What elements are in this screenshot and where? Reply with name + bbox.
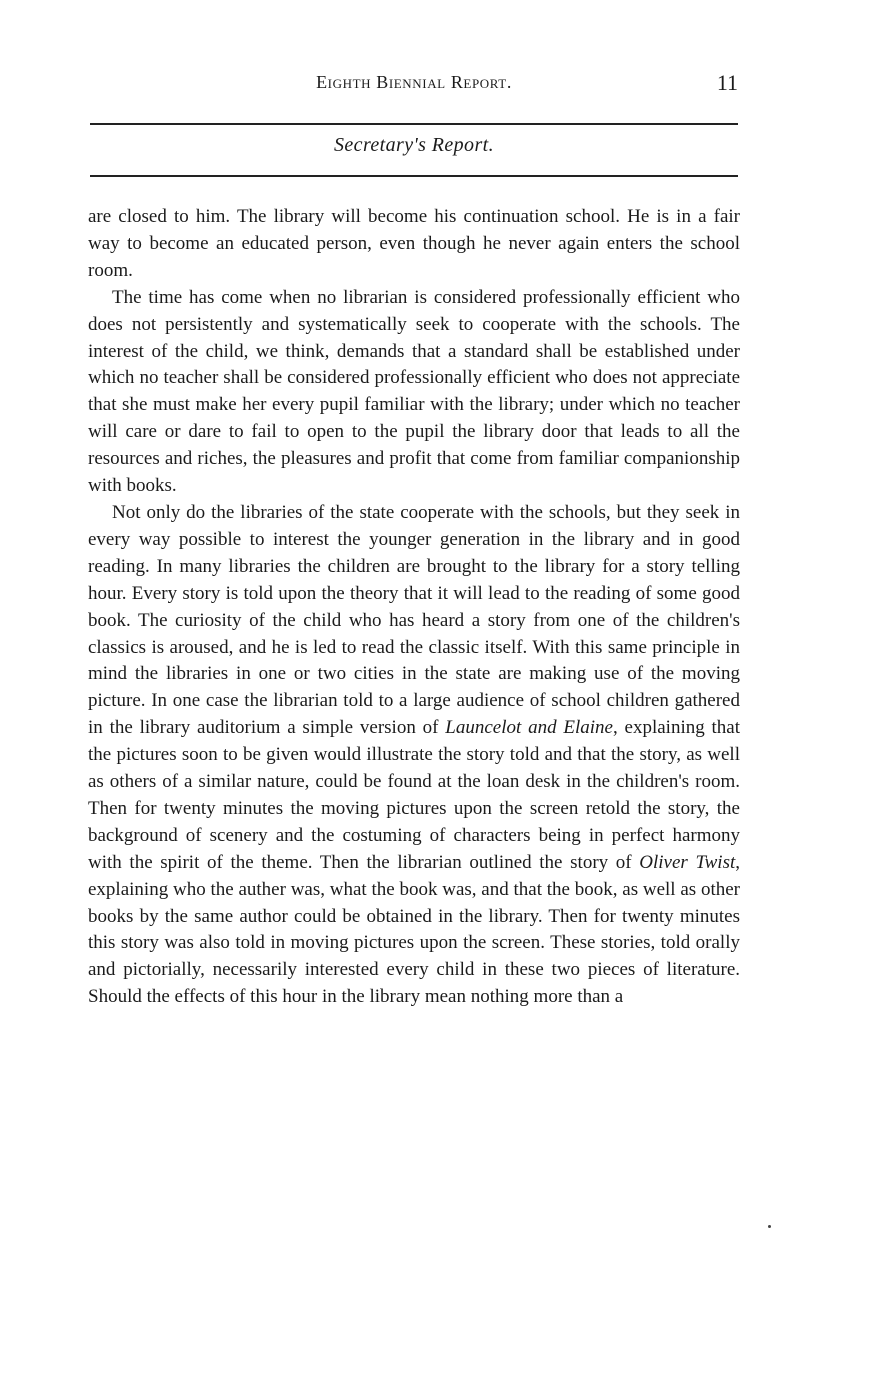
- body-text: [88, 204, 740, 1011]
- paragraph-librarian-efficiency: The time has come when no librarian is considered professionally efficient who does not persistently and systematically seek to cooperate with the schools. The interest of the child, we think, demands that a standard shall be established under which no teacher shall be considered professionally efficient who does not appreciate that she must make her every pupil familiar with the library; under which no teacher will care or dare to fail to open to the pupil the library door that leads to all the resources and riches, the pleasures and profit that come from familiar companionship with books.: [88, 286, 740, 497]
- stray-ink-mark: [768, 1225, 771, 1228]
- book-title-launcelot: Launcelot and Elaine: [445, 717, 613, 739]
- page-number: 11: [716, 70, 738, 95]
- paragraph-continuation: are closed to him. The library will become his continuation school. He is in a fair way to become an educated person, even though he never again enters the school room.: [88, 206, 740, 281]
- paragraph-text-a: Not only do the libraries of the state cooperate with the schools, but they seek in every way possible to interest the younger generation in the library and in good reading. In many libraries the children are brought to the library for a story telling hour. Every story is told upon the theory that it will lead to the reading of some good book. The curiosity of the child who has heard a story from one of the children's classics is aroused, and he is led to read the classic itself. With this same principle in mind the libraries in one or two cities in the state are making use of the moving picture. In one case the librarian told to a large audience of school children gathered in the library auditorium a simple version of: [88, 501, 740, 739]
- paragraph-moving-pictures: [88, 500, 740, 1011]
- book-title-oliver-twist: Oliver Twist: [639, 851, 736, 873]
- paragraph-text-c: , explaining who the auther was, what the book was, and that the book, as well as other books by the same author could be obtained in the library. Then for twenty minutes this story was also told in moving pictures upon the screen. These stories, told orally and pictorially, necessarily interested every child in these two pieces of literature. Should the effects of this hour in the library mean nothing more than a: [88, 851, 740, 1008]
- header-rule-top: [90, 123, 738, 125]
- header-rule-bottom: [90, 175, 738, 177]
- section-title: Secretary's Report.: [334, 134, 494, 156]
- running-title: Eighth Biennial Report.: [316, 72, 512, 92]
- running-head: [90, 70, 738, 102]
- paragraph-text-b: , explaining that the pictures soon to be given would illustrate the story told and that the story, as well as others of a similar nature, could be found at the loan desk in the children's room. Then for twenty minutes the moving pictures upon the screen retold the story, the background of scenery and the costuming of characters being in perfect harmony with the spirit of the theme. Then the librarian outlined the story of: [88, 717, 741, 873]
